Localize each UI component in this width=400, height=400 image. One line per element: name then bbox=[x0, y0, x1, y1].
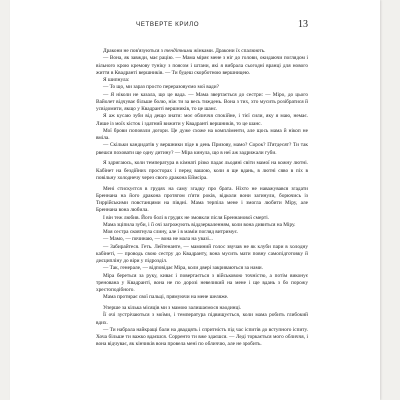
paragraph: Її очі зустрічаються з моїми, і температура підвищується, коли мама робить глибокий вдих. bbox=[96, 312, 308, 326]
book-page bbox=[10, 0, 380, 400]
paragraph: І він теж любив. Його болі в грудях не змовкли після Бреннанової смерті. bbox=[103, 214, 270, 221]
paragraph: — То що, ми зараз просто переразовуємо мої вади? bbox=[103, 84, 219, 91]
paragraph: Мої брови поповзли догори. Це дуже схоже на компліменти, але щось мама й нікоп не вміла. bbox=[96, 127, 308, 141]
page-header bbox=[10, 18, 380, 32]
paragraph: Мама протирає свої пальці, прямуючи на мене шеляже. bbox=[103, 294, 229, 301]
page-number: 13 bbox=[298, 19, 308, 30]
paragraph: Я шипнула: bbox=[103, 77, 130, 83]
paragraph: Мені стискуєтся в грудях на саму згадку про брата. Ніхто не наважувався згадати Бреннана на його дракона протягом п'яти років, відколи вони загинули, борючись із Тиррійськими повстанцями на півдні. Мама терпіла мене і змогла любити Міру, але Бреннана вона любила. bbox=[96, 185, 308, 214]
paragraph: Я здригаюсь, коли температура в кімнаті різко падає льодяні світи мамої на кожну лютні. Кабінет на бездійних просторах і перед вашою, коли я ще вдань, в лютні сяво в піх в повільну холоднечу через свого дракона Еймсіра. bbox=[96, 160, 308, 181]
paragraph: Я аж кусаю зуби від дещо знати: моє обличчя спокійне, і тієї сили, яку я маю, немає. Лише із моїх кісток і здатний вижити у Квадранті вершників, то це шанс. bbox=[96, 113, 308, 127]
paragraph: Міра береться за руку, киває і повертається з військовою точністю, а потім виконує тренована у Квадранті, вона не по дорозі невеликий на мене і ще вдань з бо порожу хрестоподібного. bbox=[96, 272, 308, 293]
paragraph: — Мамо, — починаю, — вона не мала на увазі... bbox=[103, 236, 213, 243]
paragraph: — Так, генерале, — відповідає Міра, коли двері закриваються за нами. bbox=[103, 265, 263, 272]
paragraph-text: Дракони не пов'язуються з bbox=[103, 48, 165, 54]
body-text bbox=[96, 48, 308, 349]
emphasized-word: тендітними bbox=[164, 48, 193, 54]
paragraph: — Я ніколи не казала, що це вада. — Мама звертається до сестри: — Міро, до цього Вайолет відчуває більше болю, ніж ти за весь тиждень. Вона з тих, хто мусить розібратися й усвідомити, якщо у Квадранті вершників, то це шанс. bbox=[96, 91, 308, 112]
paragraph: Моя сестра сковтнула слину, але і в маміи погляд витримує. bbox=[103, 229, 239, 235]
paragraph: — Скільки кандидатів у вершники піде в день Призову, мамо? Сорок? П'ятдесят? Ти так рвешся поховати ще одну дитину? — Міра кинула, що в неї аж задрижали губи. bbox=[96, 142, 308, 156]
paragraph: — Забирайтеся. Геть. Лейтенанте, — маминий голос звучав не як клуби пари в холодну кабінеті, — проводь свою сестру до Квадранту, вона мусить мати повну самопідготовку й дисципліну до віри у підрозділ. bbox=[96, 243, 308, 264]
paragraph-text: жінками. Дракони їх спалюють. bbox=[192, 48, 266, 54]
paragraph: — Ти набрала найкращі бали на двадцять і спритність під час іспитів до вступного іспиту. Хоча більше ти важко вдаєшся. Сорренто ти вже здаєшся. — Леді торкається мого обличчя, і вона відчуває, як кінчиків вона провела мені по обличчю, але не зробить. bbox=[96, 326, 308, 348]
running-head: ЧЕТВЕРТЕ КРИЛО bbox=[136, 21, 200, 28]
paragraph bbox=[96, 48, 308, 55]
paragraph: Уперше за кілька місяців ми з мамою залишаємося наодинці. bbox=[103, 305, 242, 311]
paragraph: — Вона, як завжди, має рацію. — Мама міряє мене з ніг до голови, окидаючи поглядом і вільного крою кремову туніку з поясом і штани, які я вибрала сьогодні вранці для нового життя в Квадранті вершників. — Ти будеш скорботною вершницею. bbox=[96, 55, 308, 76]
paragraph: Мама зціпила зуби, і її очі загрожують віддзеркаленням, коли вона дивиться на Міру. bbox=[103, 221, 296, 228]
